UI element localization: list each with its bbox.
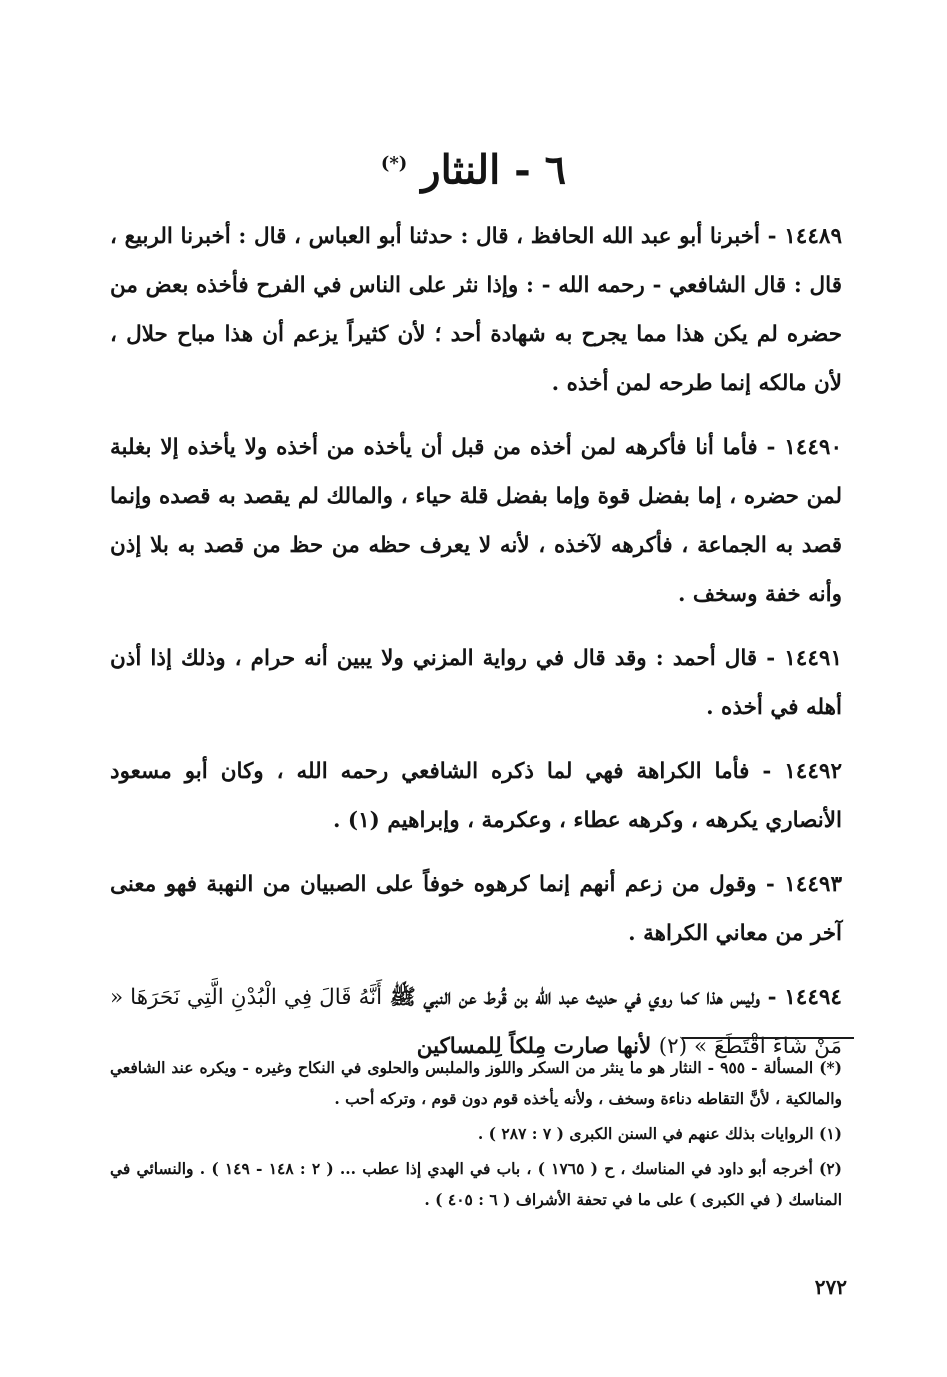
- footnote-separator: [682, 1037, 854, 1039]
- paragraph-14493: ١٤٤٩٣ - وقول من زعم أنهم إنما كرهوه خوفاً على الصبيان من النهبة فهو معنى آخر من معاني الكراهة .: [110, 872, 842, 946]
- footnote-star: (*) المسألة - ٩٥٥ - النثار هو ما ينثر من السكر واللوز والملبس والحلوى في النكاح وغيره - ويكره عند الشافعي والمالكية ، لأنَّ التقاطه دناءة وسخف ، ولأنه يأخذه قوم دون قوم ، وتركه أحب .: [110, 1058, 842, 1108]
- chapter-title-text: ٦ - النثار: [421, 146, 567, 194]
- paragraph-14494-part-a: ١٤٤٩٤ - وليس هذا كما روي في حديث عبد الله بن قُرط عن النبي ﷺ: [382, 985, 842, 1010]
- paragraph-14491: ١٤٤٩١ - قال أحمد : وقد قال في رواية المزني ولا يبين أنه حرام ، وذلك إذا أذن أهله في أخذه .: [110, 646, 842, 720]
- footnote-2: (٢) أخرجه أبو داود في المناسك ، ح ( ١٧٦٥ ) ، باب في الهدي إذا عطب ... ( ٢ : ١٤٨ - ١٤٩ ) . والنسائي في المناسك ( في الكبرى ) على ما في تحفة الأشراف ( ٦ : ٤٠٥ ) .: [110, 1159, 842, 1209]
- main-text: [110, 212, 842, 1086]
- page-number: ٢٧٢: [814, 1275, 847, 1299]
- chapter-title: [0, 138, 947, 196]
- footnote-1: (١) الروايات بذلك عنهم في السنن الكبرى ( ٧ : ٢٨٧ ) .: [477, 1124, 842, 1143]
- paragraph-14494-part-c: لأنها صارت مِلكاً لِلمساكين: [416, 1034, 659, 1059]
- footnotes: [110, 1052, 842, 1219]
- chapter-title-footnote-mark: (*): [380, 153, 408, 174]
- paragraph-14490: ١٤٤٩٠ - فأما أنا فأكرهه لمن أخذه من قبل أن يأخذه من أخذه ولا يأخذه إلا بغلبة لمن حضره ، إما بفضل قوة وإما بفضل قلة حياء ، والمالك لم يقصد به قصده وإنما قصد به الجماعة ، فأكرهه لآخذه ، لأنه لا يعرف حظه من حظ من قصد به بلا إذن وأنه خفة وسخف .: [110, 435, 842, 607]
- paragraph-14492: ١٤٤٩٢ - فأما الكراهة فهي لما ذكره الشافعي رحمه الله ، وكان أبو مسعود الأنصاري يكرهه ، وكرهه عطاء ، وعكرمة ، وإبراهيم (١) .: [110, 759, 842, 833]
- hadith-quote: أَنَّهُ قَالَ فِي الْبُدْنِ الَّتِي نَحَرَهَا « مَنْ شَاءَ اقْتَطَعَ » (٢): [110, 985, 842, 1059]
- paragraph-14489: ١٤٤٨٩ - أخبرنا أبو عبد الله الحافظ ، قال : حدثنا أبو العباس ، قال : أخبرنا الربيع ، قال : قال الشافعي - رحمه الله - : وإذا نثر على الناس في الفرح فأخذه بعض من حضره لم يكن هذا مما يجرح به شهادة أحد ؛ لأن كثيراً يزعم أن هذا مباح حلال ، لأن مالكه إنما طرحه لمن أخذه .: [110, 224, 842, 396]
